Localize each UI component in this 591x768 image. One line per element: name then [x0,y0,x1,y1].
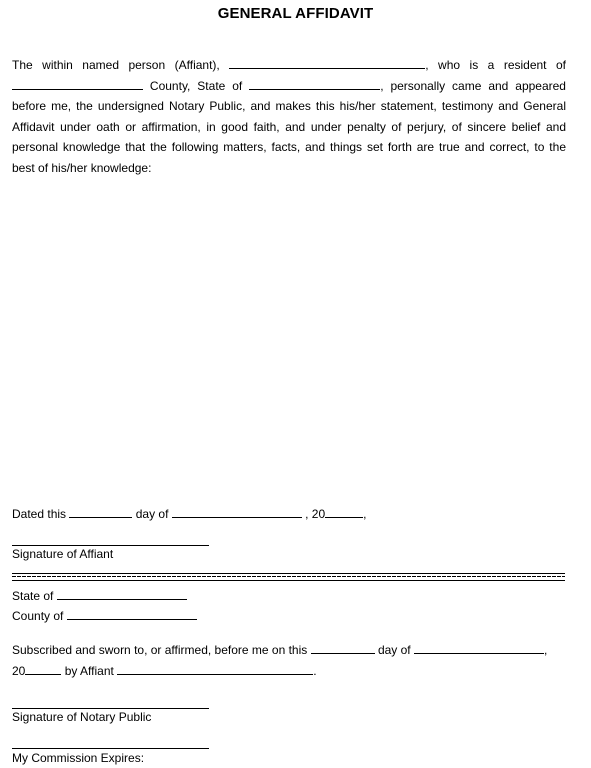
intro-text-2: , who is a resident of [425,58,566,72]
notary-signature-line[interactable] [12,708,209,709]
notary-state-field[interactable] [57,588,187,600]
affidavit-intro-paragraph [12,55,566,178]
affiant-signature-label: Signature of Affiant [12,547,114,561]
commission-signature-line[interactable] [12,748,209,749]
subscribed-text: Subscribed and sworn to, or affirmed, before me on this [12,643,308,657]
subscribed-line: Subscribed and sworn to, or affirmed, before me on this day of , [12,643,548,657]
dated-day-field[interactable] [69,506,132,518]
document-title: GENERAL AFFIDAVIT [217,5,374,22]
section-divider [12,573,565,581]
by-affiant-label: by Affiant [64,664,114,678]
notary-signature-label: Signature of Notary Public [12,710,152,724]
county-line [12,608,197,623]
subscribed-day-field[interactable] [311,642,375,654]
notary-county-field[interactable] [67,608,197,620]
dated-suffix: , [363,507,367,521]
state-line [12,588,187,603]
intro-text-4: , personally came and appeared before me, the undersigned Notary Public, and makes this his/her statement, testimony and General Affidavit under oath or affirmation, in good faith, and under penalty of perjury, of sincere belief and personal knowledge that the following matters, facts, and things set forth are true and correct, to the best of his/her knowledge: [12,78,566,175]
intro-text-1: The within named person (Affiant), [12,58,220,72]
subscribed-month-field[interactable] [414,642,544,654]
subscribed-end: . [313,664,317,678]
dated-prefix: Dated this [12,507,67,521]
subscribed-year-prefix: 20 [12,664,26,678]
subscribed-line-2 [12,663,317,678]
state-label: State of [12,589,54,603]
affiant-signature-line[interactable] [12,545,209,546]
affiant-name-field[interactable] [229,57,425,69]
dated-line [12,506,366,521]
subscribed-day-of: day of [377,643,411,657]
state-field[interactable] [249,78,380,90]
subscribed-affiant-name-field[interactable] [117,663,313,675]
dated-month-field[interactable] [172,506,302,518]
county-label: County of [12,609,64,623]
dated-day-of: day of [135,507,169,521]
dated-year-prefix: , 20 [305,507,326,521]
subscribed-year-field[interactable] [25,663,61,675]
county-field[interactable] [12,78,143,90]
intro-text-3: County, State of [149,78,243,93]
commission-expires-label: My Commission Expires: [12,751,145,765]
dated-year-field[interactable] [325,506,363,518]
